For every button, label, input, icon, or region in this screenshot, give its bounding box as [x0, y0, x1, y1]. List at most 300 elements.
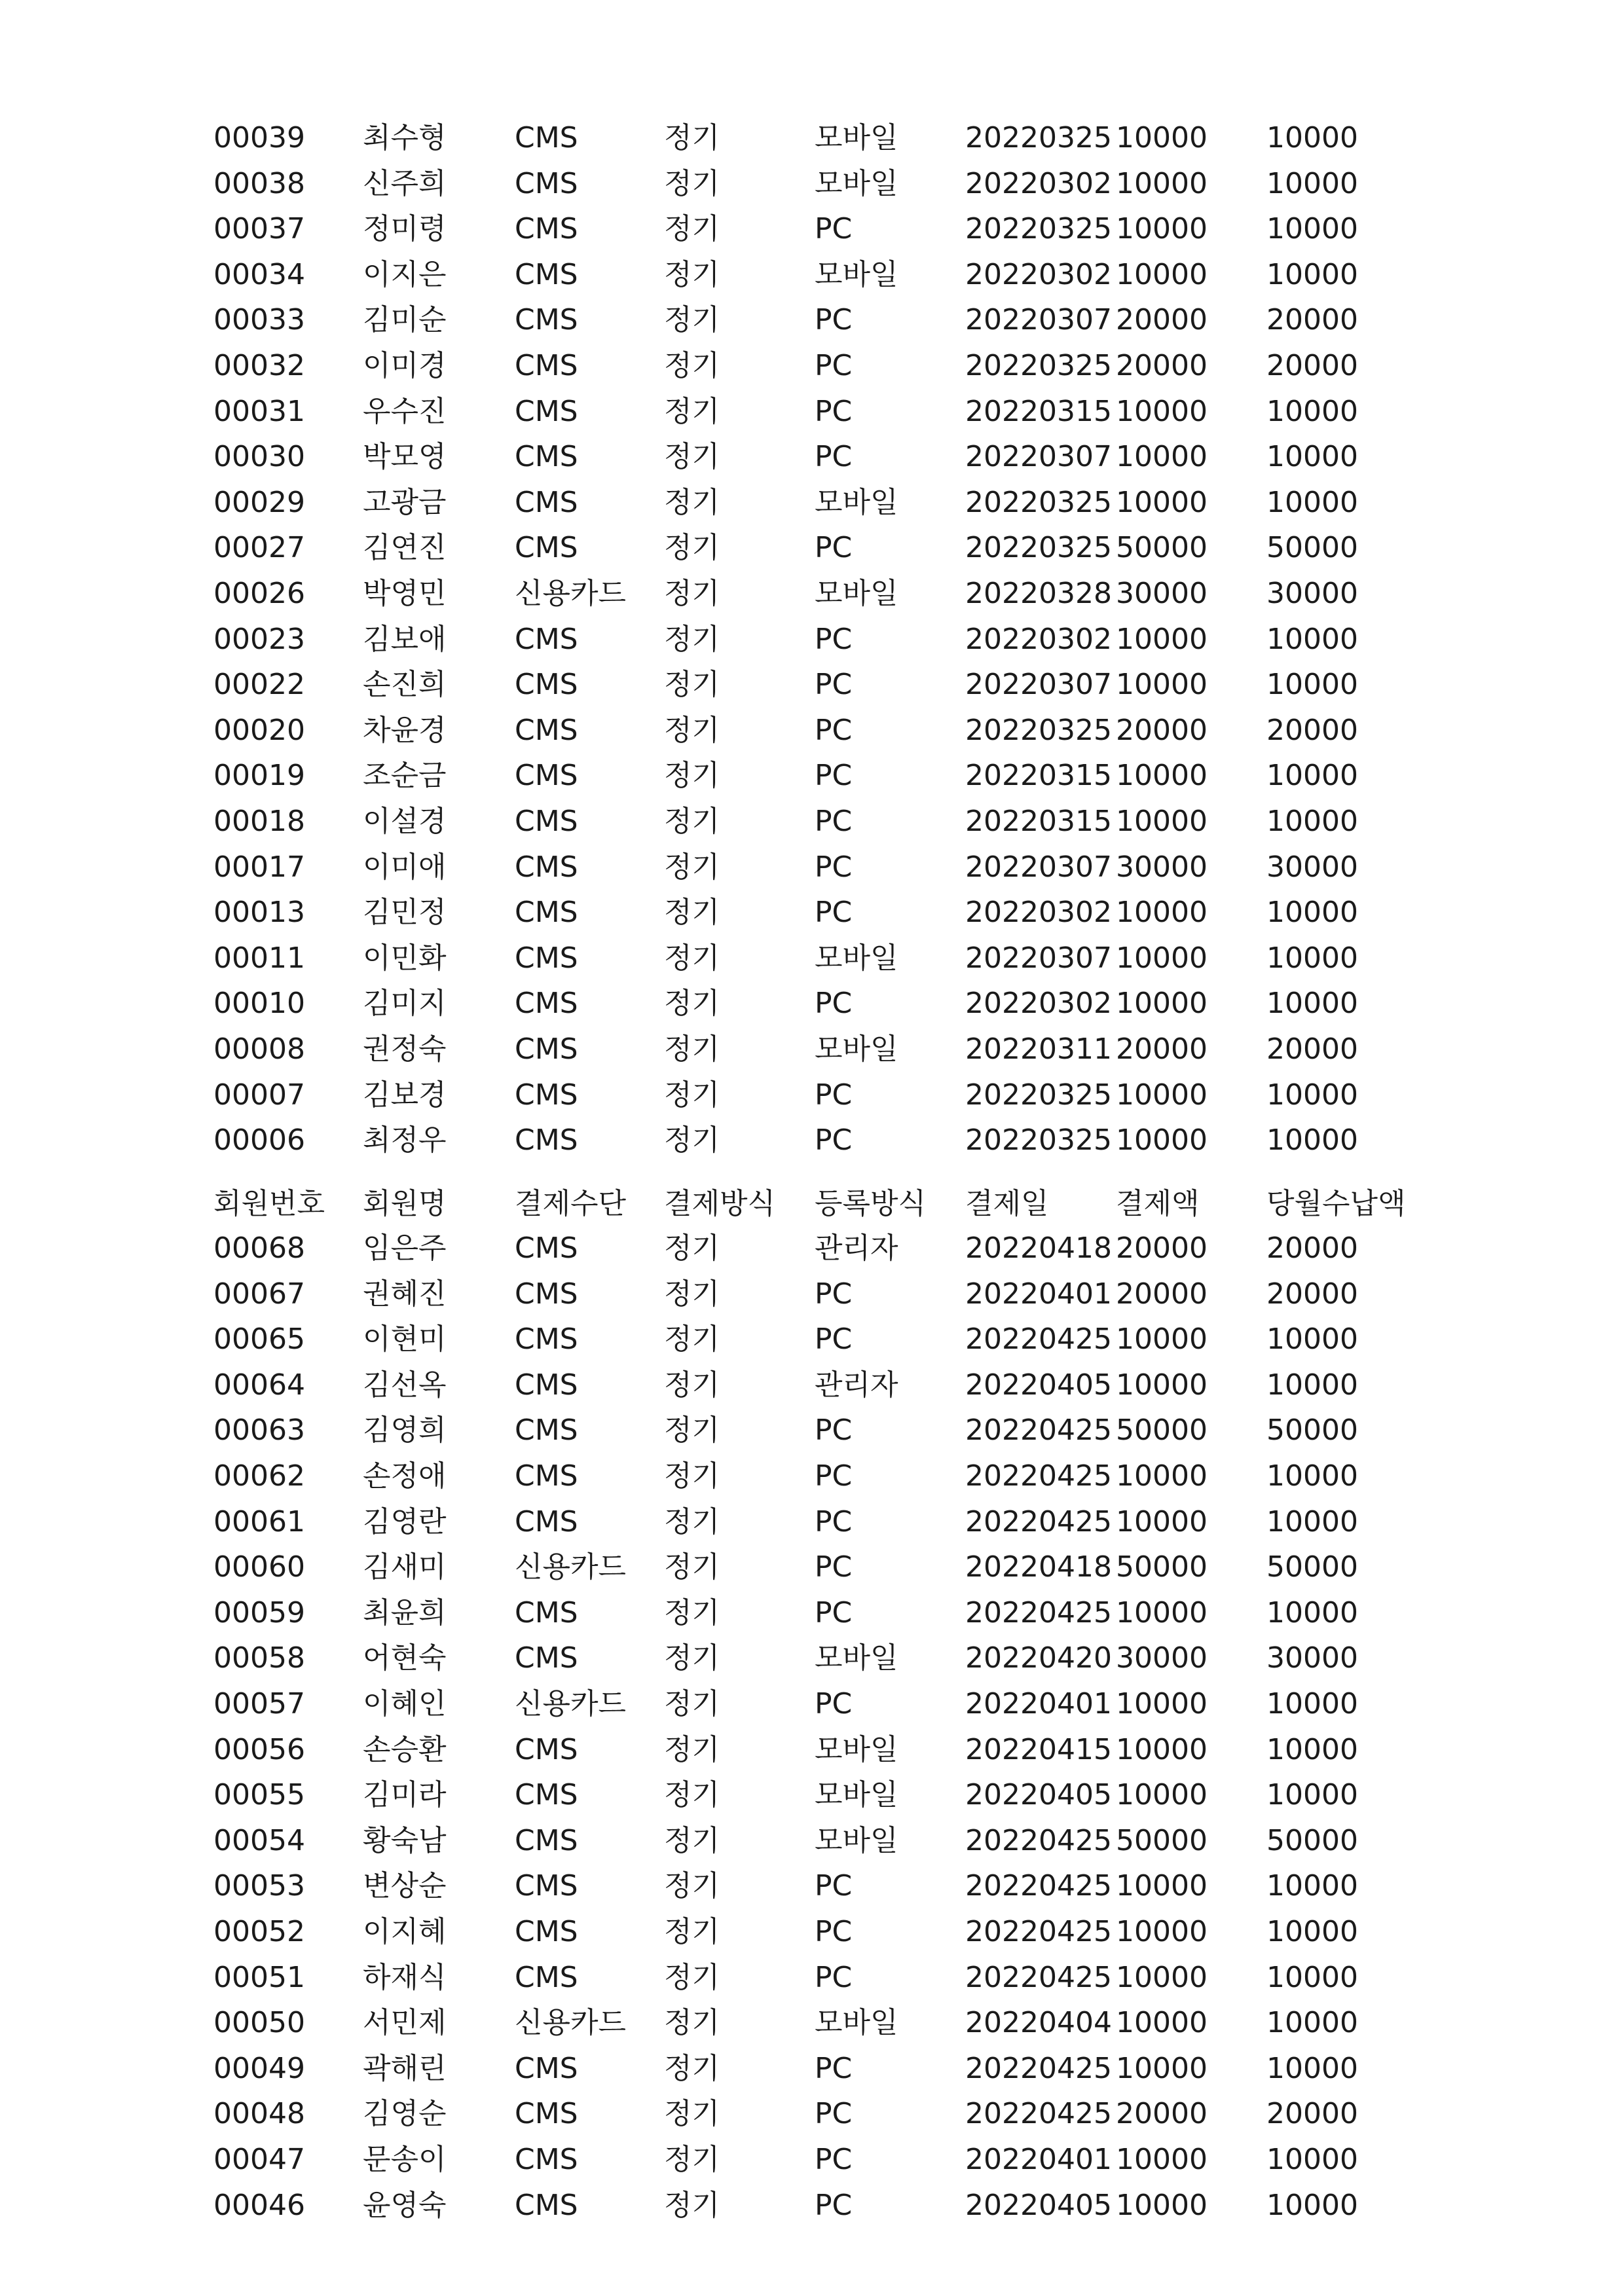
cell-member-number: 00068: [213, 1231, 305, 1265]
cell-payment-amount: 10000: [1116, 941, 1208, 975]
cell-payment-means: CMS: [515, 212, 578, 246]
table-row: [0, 434, 1624, 480]
cell-registration-method: PC: [815, 2097, 853, 2131]
cell-payment-means: CMS: [515, 257, 578, 291]
table-row: [0, 1863, 1624, 1909]
cell-member-name: 박영민: [363, 577, 447, 610]
cell-payment-date: 20220425: [965, 2097, 1112, 2131]
cell-member-name: 김미라: [363, 1778, 447, 1812]
cell-payment-type: 정기: [664, 1778, 720, 1812]
cell-payment-means: CMS: [515, 394, 578, 428]
cell-member-name: 서민제: [363, 2006, 447, 2040]
cell-payment-type: 정기: [664, 1368, 720, 1402]
cell-payment-date: 20220315: [965, 759, 1112, 793]
cell-payment-means: CMS: [515, 987, 578, 1021]
cell-payment-amount: 10000: [1116, 1732, 1208, 1766]
table-row: [0, 2183, 1624, 2229]
cell-payment-amount: 10000: [1116, 759, 1208, 793]
cell-payment-type: 정기: [664, 485, 720, 519]
table-row: [0, 1909, 1624, 1955]
table-row: [0, 1226, 1624, 1271]
cell-registration-method: 모바일: [815, 1032, 898, 1066]
cell-payment-type: 정기: [664, 1322, 720, 1357]
cell-member-number: 00056: [213, 1732, 305, 1766]
cell-monthly-received-amount: 20000: [1266, 713, 1358, 747]
table-row: [0, 115, 1624, 161]
cell-member-number: 00059: [213, 1595, 305, 1630]
cell-payment-amount: 10000: [1116, 1504, 1208, 1539]
cell-member-number: 00013: [213, 896, 305, 930]
cell-payment-type: 정기: [664, 1231, 720, 1265]
cell-member-number: 00061: [213, 1504, 305, 1539]
table-row: [0, 617, 1624, 663]
cell-registration-method: 모바일: [815, 577, 898, 610]
cell-registration-method: PC: [815, 1322, 853, 1357]
cell-monthly-received-amount: 20000: [1266, 1277, 1358, 1311]
cell-member-number: 00033: [213, 303, 305, 337]
cell-registration-method: PC: [815, 349, 853, 382]
cell-payment-means: CMS: [515, 1277, 578, 1311]
cell-member-number: 00032: [213, 349, 305, 382]
table-row: [0, 1818, 1624, 1864]
cell-member-name: 윤영숙: [363, 2188, 447, 2222]
cell-registration-method: PC: [815, 1078, 853, 1112]
cell-payment-amount: 20000: [1116, 1277, 1208, 1311]
cell-payment-amount: 10000: [1116, 1459, 1208, 1493]
header-monthly-received-amount: 당월수납액: [1266, 1187, 1406, 1220]
cell-member-number: 00063: [213, 1413, 305, 1448]
cell-payment-means: CMS: [515, 1504, 578, 1539]
cell-payment-type: 정기: [664, 166, 720, 200]
cell-payment-type: 정기: [664, 941, 720, 975]
cell-payment-means: CMS: [515, 805, 578, 838]
cell-payment-date: 20220425: [965, 1960, 1112, 1994]
cell-payment-means: CMS: [515, 1078, 578, 1112]
cell-payment-amount: 20000: [1116, 1032, 1208, 1066]
cell-registration-method: PC: [815, 1459, 853, 1493]
cell-monthly-received-amount: 10000: [1266, 2188, 1358, 2222]
cell-member-number: 00051: [213, 1960, 305, 1994]
table-row: [0, 1772, 1624, 1818]
cell-registration-method: PC: [815, 759, 853, 793]
table-row: [0, 1727, 1624, 1773]
cell-member-number: 00058: [213, 1641, 305, 1675]
cell-member-number: 00026: [213, 577, 305, 610]
cell-member-number: 00019: [213, 759, 305, 793]
cell-payment-amount: 10000: [1116, 1595, 1208, 1630]
cell-payment-type: 정기: [664, 1550, 720, 1584]
table-row: [0, 662, 1624, 708]
cell-monthly-received-amount: 10000: [1266, 257, 1358, 291]
cell-payment-date: 20220307: [965, 440, 1112, 474]
cell-payment-means: 신용카드: [515, 577, 627, 610]
cell-monthly-received-amount: 10000: [1266, 2143, 1358, 2176]
cell-member-number: 00039: [213, 121, 305, 155]
cell-payment-date: 20220325: [965, 1078, 1112, 1112]
cell-payment-type: 정기: [664, 577, 720, 610]
cell-payment-amount: 20000: [1116, 349, 1208, 382]
table-row: [0, 1027, 1624, 1072]
table-row: [0, 252, 1624, 298]
cell-member-number: 00065: [213, 1322, 305, 1357]
cell-payment-type: 정기: [664, 2188, 720, 2222]
cell-payment-date: 20220325: [965, 1123, 1112, 1157]
cell-member-number: 00067: [213, 1277, 305, 1311]
cell-payment-date: 20220325: [965, 485, 1112, 519]
cell-registration-method: PC: [815, 850, 853, 884]
cell-payment-means: CMS: [515, 303, 578, 337]
cell-registration-method: PC: [815, 2188, 853, 2222]
cell-payment-type: 정기: [664, 1459, 720, 1493]
cell-member-name: 임은주: [363, 1231, 447, 1265]
cell-member-number: 00052: [213, 1915, 305, 1948]
cell-payment-date: 20220302: [965, 257, 1112, 291]
cell-payment-date: 20220425: [965, 1413, 1112, 1448]
cell-registration-method: PC: [815, 1915, 853, 1948]
cell-member-name: 곽해린: [363, 2051, 447, 2085]
cell-registration-method: PC: [815, 713, 853, 747]
cell-monthly-received-amount: 10000: [1266, 212, 1358, 246]
header-payment-type: 결제방식: [664, 1187, 776, 1220]
cell-payment-date: 20220325: [965, 713, 1112, 747]
cell-payment-means: CMS: [515, 1123, 578, 1157]
cell-monthly-received-amount: 10000: [1266, 1459, 1358, 1493]
cell-registration-method: 모바일: [815, 257, 898, 291]
cell-monthly-received-amount: 10000: [1266, 1732, 1358, 1766]
cell-payment-date: 20220420: [965, 1641, 1112, 1675]
cell-member-number: 00006: [213, 1123, 305, 1157]
cell-payment-amount: 10000: [1116, 1869, 1208, 1903]
header-payment-amount: 결제액: [1116, 1187, 1200, 1220]
cell-member-number: 00020: [213, 713, 305, 747]
cell-monthly-received-amount: 10000: [1266, 1078, 1358, 1112]
cell-payment-date: 20220325: [965, 349, 1112, 382]
cell-monthly-received-amount: 10000: [1266, 1504, 1358, 1539]
cell-payment-type: 정기: [664, 1504, 720, 1539]
cell-monthly-received-amount: 50000: [1266, 1823, 1358, 1857]
cell-member-number: 00049: [213, 2051, 305, 2085]
cell-member-number: 00027: [213, 531, 305, 565]
cell-payment-amount: 10000: [1116, 166, 1208, 200]
cell-registration-method: 모바일: [815, 1641, 898, 1675]
table-row: [0, 1118, 1624, 1163]
cell-payment-date: 20220307: [965, 668, 1112, 702]
cell-member-name: 이미애: [363, 850, 447, 884]
table-row: [0, 2046, 1624, 2092]
cell-payment-amount: 10000: [1116, 257, 1208, 291]
cell-registration-method: 관리자: [815, 1231, 898, 1265]
cell-payment-amount: 10000: [1116, 2143, 1208, 2176]
table-row: [0, 571, 1624, 617]
cell-member-name: 김연진: [363, 531, 447, 565]
cell-payment-type: 정기: [664, 1277, 720, 1311]
cell-payment-amount: 10000: [1116, 1687, 1208, 1721]
cell-payment-amount: 30000: [1116, 1641, 1208, 1675]
header-member-number: 회원번호: [213, 1187, 325, 1220]
cell-member-number: 00022: [213, 668, 305, 702]
cell-monthly-received-amount: 10000: [1266, 896, 1358, 930]
cell-payment-date: 20220405: [965, 1778, 1112, 1812]
cell-member-name: 변상순: [363, 1869, 447, 1903]
cell-payment-amount: 10000: [1116, 1322, 1208, 1357]
cell-monthly-received-amount: 10000: [1266, 2051, 1358, 2085]
cell-payment-date: 20220425: [965, 1869, 1112, 1903]
cell-payment-type: 정기: [664, 2143, 720, 2176]
cell-payment-amount: 10000: [1116, 212, 1208, 246]
cell-payment-date: 20220425: [965, 1322, 1112, 1357]
cell-monthly-received-amount: 10000: [1266, 1869, 1358, 1903]
cell-registration-method: PC: [815, 668, 853, 702]
cell-payment-amount: 50000: [1116, 531, 1208, 565]
cell-payment-date: 20220315: [965, 805, 1112, 838]
table-row: [0, 480, 1624, 526]
table-row: [0, 981, 1624, 1027]
cell-payment-means: CMS: [515, 166, 578, 200]
cell-member-number: 00031: [213, 394, 305, 428]
cell-monthly-received-amount: 20000: [1266, 2097, 1358, 2131]
cell-registration-method: PC: [815, 2051, 853, 2085]
cell-payment-date: 20220425: [965, 1459, 1112, 1493]
cell-payment-type: 정기: [664, 1732, 720, 1766]
table-row: [0, 799, 1624, 845]
cell-payment-date: 20220415: [965, 1732, 1112, 1766]
cell-member-number: 00017: [213, 850, 305, 884]
cell-member-number: 00054: [213, 1823, 305, 1857]
table-row: [0, 936, 1624, 981]
cell-payment-type: 정기: [664, 622, 720, 656]
table-row: [0, 297, 1624, 343]
cell-member-name: 최윤희: [363, 1595, 447, 1630]
cell-member-number: 00047: [213, 2143, 305, 2176]
cell-member-name: 이설경: [363, 805, 447, 838]
cell-payment-date: 20220325: [965, 121, 1112, 155]
cell-member-number: 00008: [213, 1032, 305, 1066]
cell-member-name: 신주희: [363, 166, 447, 200]
cell-payment-date: 20220302: [965, 987, 1112, 1021]
table-row: [0, 1955, 1624, 2001]
cell-payment-amount: 20000: [1116, 2097, 1208, 2131]
cell-payment-amount: 10000: [1116, 805, 1208, 838]
cell-member-number: 00030: [213, 440, 305, 474]
cell-payment-means: CMS: [515, 759, 578, 793]
cell-registration-method: PC: [815, 1869, 853, 1903]
cell-monthly-received-amount: 10000: [1266, 1595, 1358, 1630]
cell-member-name: 차윤경: [363, 713, 447, 747]
cell-payment-means: CMS: [515, 2143, 578, 2176]
table-row: [0, 753, 1624, 799]
cell-member-name: 최수형: [363, 121, 447, 155]
cell-payment-type: 정기: [664, 121, 720, 155]
cell-payment-date: 20220311: [965, 1032, 1112, 1066]
cell-payment-date: 20220425: [965, 1915, 1112, 1948]
cell-member-number: 00011: [213, 941, 305, 975]
cell-payment-date: 20220307: [965, 941, 1112, 975]
table-row: [0, 161, 1624, 207]
cell-payment-amount: 10000: [1116, 1368, 1208, 1402]
cell-registration-method: PC: [815, 622, 853, 656]
cell-monthly-received-amount: 30000: [1266, 577, 1358, 610]
table-row: [0, 1408, 1624, 1453]
cell-member-number: 00060: [213, 1550, 305, 1584]
cell-member-number: 00038: [213, 166, 305, 200]
cell-payment-means: CMS: [515, 850, 578, 884]
cell-payment-amount: 10000: [1116, 1915, 1208, 1948]
cell-payment-amount: 10000: [1116, 2051, 1208, 2085]
cell-registration-method: 모바일: [815, 1732, 898, 1766]
cell-registration-method: PC: [815, 440, 853, 474]
cell-member-name: 권정숙: [363, 1032, 447, 1066]
cell-monthly-received-amount: 10000: [1266, 1368, 1358, 1402]
cell-payment-means: CMS: [515, 1322, 578, 1357]
cell-registration-method: PC: [815, 1123, 853, 1157]
cell-payment-amount: 30000: [1116, 850, 1208, 884]
cell-monthly-received-amount: 10000: [1266, 987, 1358, 1021]
cell-payment-type: 정기: [664, 1032, 720, 1066]
cell-registration-method: 관리자: [815, 1368, 898, 1402]
cell-monthly-received-amount: 10000: [1266, 1960, 1358, 1994]
cell-payment-type: 정기: [664, 1123, 720, 1157]
cell-payment-means: CMS: [515, 2188, 578, 2222]
table-row: [0, 525, 1624, 571]
cell-payment-amount: 30000: [1116, 577, 1208, 610]
cell-payment-type: 정기: [664, 850, 720, 884]
cell-payment-date: 20220418: [965, 1231, 1112, 1265]
table-row: [0, 1271, 1624, 1317]
cell-payment-date: 20220307: [965, 850, 1112, 884]
cell-payment-type: 정기: [664, 1823, 720, 1857]
cell-registration-method: PC: [815, 1504, 853, 1539]
cell-member-name: 손승환: [363, 1732, 447, 1766]
cell-payment-type: 정기: [664, 1413, 720, 1448]
cell-payment-means: CMS: [515, 713, 578, 747]
cell-payment-means: CMS: [515, 1032, 578, 1066]
cell-member-number: 00053: [213, 1869, 305, 1903]
cell-member-name: 이미경: [363, 349, 447, 382]
cell-payment-means: CMS: [515, 349, 578, 382]
cell-payment-type: 정기: [664, 1687, 720, 1721]
cell-registration-method: 모바일: [815, 1778, 898, 1812]
cell-member-name: 정미령: [363, 212, 447, 246]
cell-payment-type: 정기: [664, 1915, 720, 1948]
cell-payment-means: CMS: [515, 1778, 578, 1812]
cell-registration-method: PC: [815, 531, 853, 565]
cell-payment-means: CMS: [515, 485, 578, 519]
cell-monthly-received-amount: 10000: [1266, 1123, 1358, 1157]
cell-member-name: 김보경: [363, 1078, 447, 1112]
cell-member-name: 권혜진: [363, 1277, 447, 1311]
cell-payment-date: 20220425: [965, 1823, 1112, 1857]
cell-member-name: 김민정: [363, 896, 447, 930]
cell-member-name: 김선옥: [363, 1368, 447, 1402]
cell-payment-date: 20220418: [965, 1550, 1112, 1584]
cell-payment-type: 정기: [664, 668, 720, 702]
cell-registration-method: PC: [815, 1960, 853, 1994]
cell-payment-means: CMS: [515, 1595, 578, 1630]
cell-payment-amount: 10000: [1116, 987, 1208, 1021]
cell-payment-amount: 10000: [1116, 2188, 1208, 2222]
cell-payment-type: 정기: [664, 987, 720, 1021]
cell-monthly-received-amount: 10000: [1266, 622, 1358, 656]
cell-payment-means: 신용카드: [515, 1687, 627, 1721]
cell-payment-date: 20220302: [965, 166, 1112, 200]
table-row: [0, 1317, 1624, 1362]
cell-registration-method: PC: [815, 1277, 853, 1311]
cell-payment-date: 20220425: [965, 1595, 1112, 1630]
cell-monthly-received-amount: 10000: [1266, 1687, 1358, 1721]
cell-monthly-received-amount: 50000: [1266, 1550, 1358, 1584]
cell-registration-method: PC: [815, 1687, 853, 1721]
table-row: [0, 1590, 1624, 1636]
cell-member-number: 00062: [213, 1459, 305, 1493]
cell-member-name: 문송이: [363, 2143, 447, 2176]
cell-monthly-received-amount: 10000: [1266, 941, 1358, 975]
cell-payment-date: 20220405: [965, 2188, 1112, 2222]
cell-payment-date: 20220302: [965, 622, 1112, 656]
cell-monthly-received-amount: 50000: [1266, 1413, 1358, 1448]
cell-registration-method: 모바일: [815, 1823, 898, 1857]
cell-member-number: 00046: [213, 2188, 305, 2222]
cell-payment-type: 정기: [664, 1641, 720, 1675]
cell-payment-amount: 10000: [1116, 2006, 1208, 2040]
cell-payment-amount: 10000: [1116, 1123, 1208, 1157]
cell-payment-type: 정기: [664, 257, 720, 291]
cell-monthly-received-amount: 10000: [1266, 166, 1358, 200]
cell-member-number: 00037: [213, 212, 305, 246]
cell-payment-type: 정기: [664, 349, 720, 382]
cell-payment-amount: 20000: [1116, 713, 1208, 747]
cell-payment-amount: 10000: [1116, 1960, 1208, 1994]
cell-payment-amount: 10000: [1116, 121, 1208, 155]
cell-member-name: 이지혜: [363, 1915, 447, 1948]
cell-payment-date: 20220307: [965, 303, 1112, 337]
cell-monthly-received-amount: 20000: [1266, 349, 1358, 382]
cell-payment-means: CMS: [515, 2097, 578, 2131]
cell-member-name: 김보애: [363, 622, 447, 656]
cell-payment-means: CMS: [515, 896, 578, 930]
cell-member-name: 손정애: [363, 1459, 447, 1493]
cell-member-name: 김미지: [363, 987, 447, 1021]
cell-payment-means: CMS: [515, 1231, 578, 1265]
cell-member-number: 00007: [213, 1078, 305, 1112]
cell-registration-method: 모바일: [815, 2006, 898, 2040]
cell-member-name: 김새미: [363, 1550, 447, 1584]
cell-registration-method: PC: [815, 1550, 853, 1584]
cell-payment-type: 정기: [664, 1595, 720, 1630]
cell-payment-type: 정기: [664, 2097, 720, 2131]
cell-payment-means: CMS: [515, 1641, 578, 1675]
payment-table-header-row: [0, 1181, 1624, 1227]
cell-payment-type: 정기: [664, 713, 720, 747]
cell-payment-means: CMS: [515, 1413, 578, 1448]
header-payment-means: 결제수단: [515, 1187, 627, 1220]
table-row: [0, 2000, 1624, 2046]
cell-payment-date: 20220425: [965, 2051, 1112, 2085]
cell-member-name: 황숙남: [363, 1823, 447, 1857]
cell-member-name: 손진희: [363, 668, 447, 702]
table-row: [0, 1453, 1624, 1499]
cell-payment-means: CMS: [515, 1823, 578, 1857]
cell-member-number: 00064: [213, 1368, 305, 1402]
cell-payment-amount: 20000: [1116, 303, 1208, 337]
cell-member-name: 우수진: [363, 394, 447, 428]
table-row: [0, 1499, 1624, 1545]
cell-monthly-received-amount: 20000: [1266, 303, 1358, 337]
cell-payment-means: CMS: [515, 622, 578, 656]
cell-member-number: 00023: [213, 622, 305, 656]
cell-registration-method: 모바일: [815, 485, 898, 519]
table-row: [0, 708, 1624, 754]
cell-payment-type: 정기: [664, 759, 720, 793]
